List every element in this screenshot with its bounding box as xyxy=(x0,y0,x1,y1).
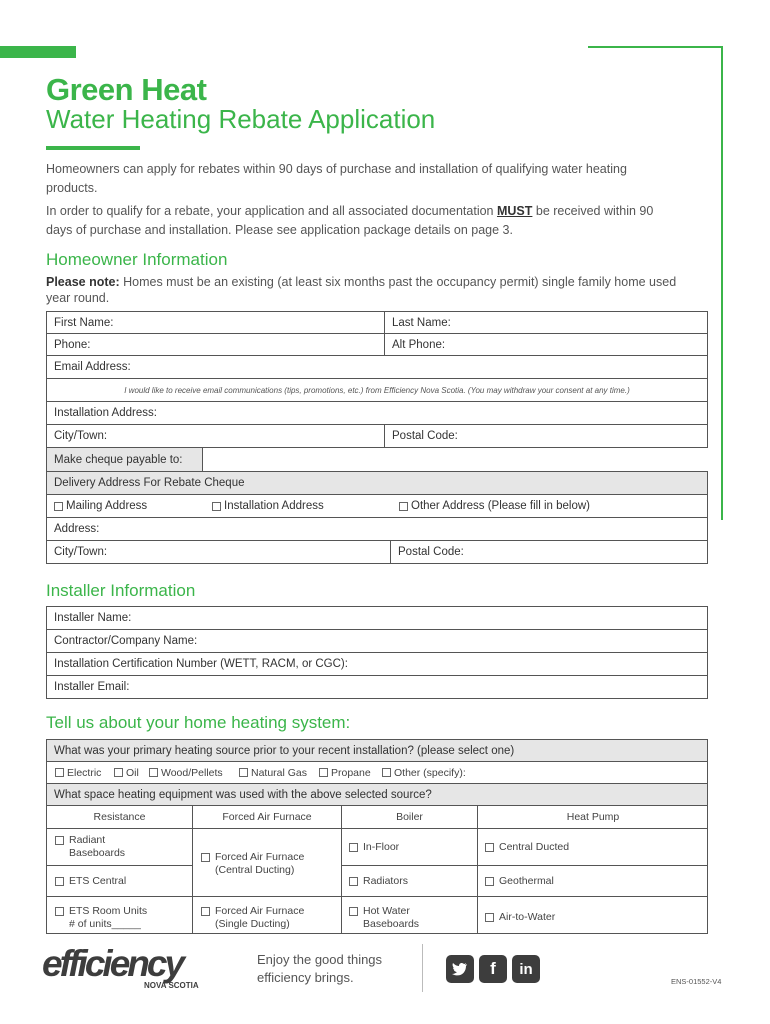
checkbox-icon xyxy=(239,768,248,777)
option-installation-address[interactable]: Installation Address xyxy=(205,495,395,517)
cert-row xyxy=(47,653,707,676)
installation-address-row xyxy=(47,402,707,425)
column-boiler: Boiler xyxy=(396,811,423,823)
phone-row xyxy=(47,334,707,356)
equipment-ets-room-units[interactable]: ETS Room Units # of units_____ xyxy=(55,905,147,931)
payable-row xyxy=(47,448,707,472)
last-name-field[interactable]: Last Name: xyxy=(392,316,451,329)
must-emphasis: MUST xyxy=(496,204,533,218)
equipment-radiators[interactable]: Radiators xyxy=(349,875,408,888)
heating-sources-row xyxy=(47,762,707,784)
checkbox-icon xyxy=(382,768,391,777)
intro-paragraph-1: Homeowners can apply for rebates within 90 days of purchase and installation of qualifying water heating products. xyxy=(46,162,627,195)
equipment-hot-water-baseboards[interactable]: Hot Water Baseboards xyxy=(349,905,419,931)
checkbox-icon xyxy=(212,502,221,511)
source-oil[interactable]: Oil xyxy=(114,762,139,783)
installation-address-field[interactable]: Installation Address: xyxy=(54,407,157,419)
footer-tagline: Enjoy the good things efficiency brings. xyxy=(257,952,383,985)
checkbox-icon xyxy=(319,768,328,777)
city-field[interactable]: City/Town: xyxy=(54,430,108,442)
address-field[interactable]: Address: xyxy=(54,523,100,535)
heating-heading: Tell us about your home heating system: xyxy=(46,713,351,732)
checkbox-icon xyxy=(114,768,123,777)
source-propane[interactable]: Propane xyxy=(319,762,371,783)
option-mailing-address[interactable]: Mailing Address xyxy=(47,495,207,517)
delivery-heading: Delivery Address For Rebate Cheque xyxy=(54,477,245,489)
title-underline xyxy=(46,146,140,150)
intro-paragraph-2: In order to qualify for a rebate, your application and all associated documentation MUST be received within 90 days of purchase and installation. Please see application package details on page 3. xyxy=(46,204,654,237)
equipment-furnace-central[interactable]: Forced Air Furnace (Central Ducting) xyxy=(201,851,304,877)
phone-field[interactable]: Phone: xyxy=(54,338,91,351)
checkbox-icon xyxy=(349,907,358,916)
logo-wordmark: efficiency xyxy=(42,946,183,984)
certification-number-field[interactable]: Installation Certification Number (WETT, RACM, or CGC): xyxy=(54,658,348,670)
checkbox-icon xyxy=(149,768,158,777)
source-natural-gas[interactable]: Natural Gas xyxy=(239,762,307,783)
installer-name-row xyxy=(47,607,707,630)
installer-form xyxy=(46,606,708,699)
heating-question-1: What was your primary heating source prior to your recent installation? (please select one) xyxy=(54,744,515,757)
equipment-radiant-baseboards[interactable]: Radiant Baseboards xyxy=(55,834,125,860)
installer-name-field[interactable]: Installer Name: xyxy=(54,612,132,624)
checkbox-icon xyxy=(485,843,494,852)
homeowner-heading: Homeowner Information xyxy=(46,250,228,269)
checkbox-icon xyxy=(349,877,358,886)
header-accent-bar xyxy=(0,46,76,58)
heating-question-2-row xyxy=(47,784,707,806)
equipment-ets-central[interactable]: ETS Central xyxy=(55,875,126,888)
checkbox-icon xyxy=(55,907,64,916)
equipment-in-floor[interactable]: In-Floor xyxy=(349,841,399,854)
city2-field[interactable]: City/Town: xyxy=(54,546,108,558)
payable-input[interactable] xyxy=(202,448,709,471)
heating-form xyxy=(46,739,708,934)
address-row xyxy=(47,518,707,541)
installer-email-row xyxy=(47,676,707,698)
facebook-icon[interactable]: f xyxy=(479,955,507,983)
payable-label: Make cheque payable to: xyxy=(54,453,183,466)
consent-row xyxy=(47,379,707,402)
postal-code-field[interactable]: Postal Code: xyxy=(392,430,458,442)
delivery-heading-row xyxy=(47,472,707,495)
equipment-body xyxy=(47,829,707,933)
city-row xyxy=(47,425,707,448)
source-wood-pellets[interactable]: Wood/Pellets xyxy=(149,762,223,783)
homeowner-note: Please note: Homes must be an existing (at least six months past the occupancy permit) single family home used year round. xyxy=(46,275,677,305)
homeowner-form xyxy=(46,311,708,564)
checkbox-icon xyxy=(349,843,358,852)
document-code: ENS-01552-V4 xyxy=(671,977,722,986)
alt-phone-field[interactable]: Alt Phone: xyxy=(392,338,446,351)
equipment-air-to-water[interactable]: Air-to-Water xyxy=(485,911,555,924)
name-row xyxy=(47,312,707,334)
twitter-icon[interactable] xyxy=(446,955,474,983)
installer-email-field[interactable]: Installer Email: xyxy=(54,681,130,693)
email-row xyxy=(47,356,707,379)
installer-heading: Installer Information xyxy=(46,581,196,600)
logo-subtext: NOVA SCOTIA xyxy=(144,981,199,990)
source-other[interactable]: Other (specify): xyxy=(382,762,466,783)
checkbox-icon xyxy=(201,907,210,916)
first-name-field[interactable]: First Name: xyxy=(54,316,114,329)
equipment-header-row xyxy=(47,806,707,829)
footer-divider xyxy=(422,944,423,992)
city2-row xyxy=(47,541,707,563)
checkbox-icon xyxy=(55,836,64,845)
checkbox-icon xyxy=(201,853,210,862)
email-consent-text[interactable]: I would like to receive email communications (tips, promotions, etc.) from Efficiency Nova Scotia. (You may withdraw your consent at any time.) xyxy=(124,385,630,395)
page-subtitle: Water Heating Rebate Application xyxy=(46,104,436,134)
efficiency-nova-scotia-logo xyxy=(42,946,248,990)
column-heat-pump: Heat Pump xyxy=(566,811,620,823)
column-resistance: Resistance xyxy=(93,811,146,823)
frame-line-top xyxy=(588,46,722,48)
page-title: Green Heat xyxy=(46,72,207,107)
checkbox-icon xyxy=(399,502,408,511)
equipment-furnace-single[interactable]: Forced Air Furnace (Single Ducting) xyxy=(201,905,304,931)
equipment-geothermal[interactable]: Geothermal xyxy=(485,875,554,888)
column-forced-air-furnace: Forced Air Furnace xyxy=(222,811,312,823)
checkbox-icon xyxy=(55,877,64,886)
frame-line-right xyxy=(721,46,723,520)
checkbox-icon xyxy=(54,502,63,511)
company-row xyxy=(47,630,707,653)
linkedin-icon[interactable]: in xyxy=(512,955,540,983)
postal2-field[interactable]: Postal Code: xyxy=(398,546,464,558)
company-name-field[interactable]: Contractor/Company Name: xyxy=(54,635,198,647)
checkbox-icon xyxy=(55,768,64,777)
delivery-options-row xyxy=(47,495,707,518)
heating-question-2: What space heating equipment was used with the above selected source? xyxy=(54,788,432,801)
equipment-central-ducted[interactable]: Central Ducted xyxy=(485,841,569,854)
heating-question-1-row xyxy=(47,740,707,762)
email-field[interactable]: Email Address: xyxy=(54,361,131,373)
option-other-address[interactable]: Other Address (Please fill in below) xyxy=(392,495,702,517)
checkbox-icon xyxy=(485,913,494,922)
source-electric[interactable]: Electric xyxy=(55,762,101,783)
checkbox-icon xyxy=(485,877,494,886)
